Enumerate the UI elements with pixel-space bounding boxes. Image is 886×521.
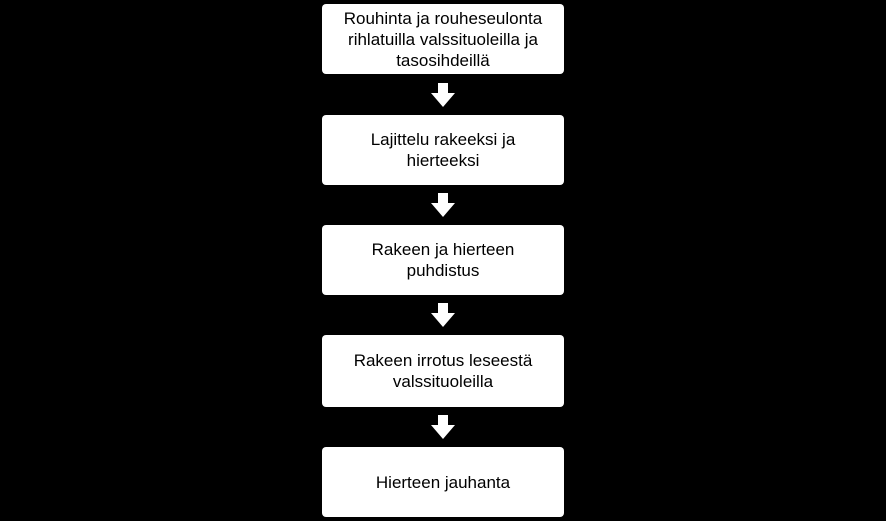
step-label: Rakeen ja hierteen puhdistus xyxy=(371,240,515,280)
step-label: Hierteen jauhanta xyxy=(375,472,511,492)
down-arrow-icon xyxy=(431,193,455,217)
down-arrow-icon xyxy=(431,415,455,439)
step-box-bran-separation xyxy=(322,335,564,407)
step-label: Lajittelu rakeeksi ja hierteeksi xyxy=(370,130,516,170)
step-box-grinding-sieving xyxy=(322,4,564,74)
step-box-cleaning xyxy=(322,225,564,295)
step-label: Rakeen irrotus leseestä valssituoleilla xyxy=(353,351,533,391)
down-arrow-icon xyxy=(431,83,455,107)
down-arrow-icon xyxy=(431,303,455,327)
step-label: Rouhinta ja rouheseulonta rihlatuilla valssituoleilla ja tasosihdeillä xyxy=(343,8,543,70)
step-box-sorting xyxy=(322,115,564,185)
step-box-milling xyxy=(322,447,564,517)
